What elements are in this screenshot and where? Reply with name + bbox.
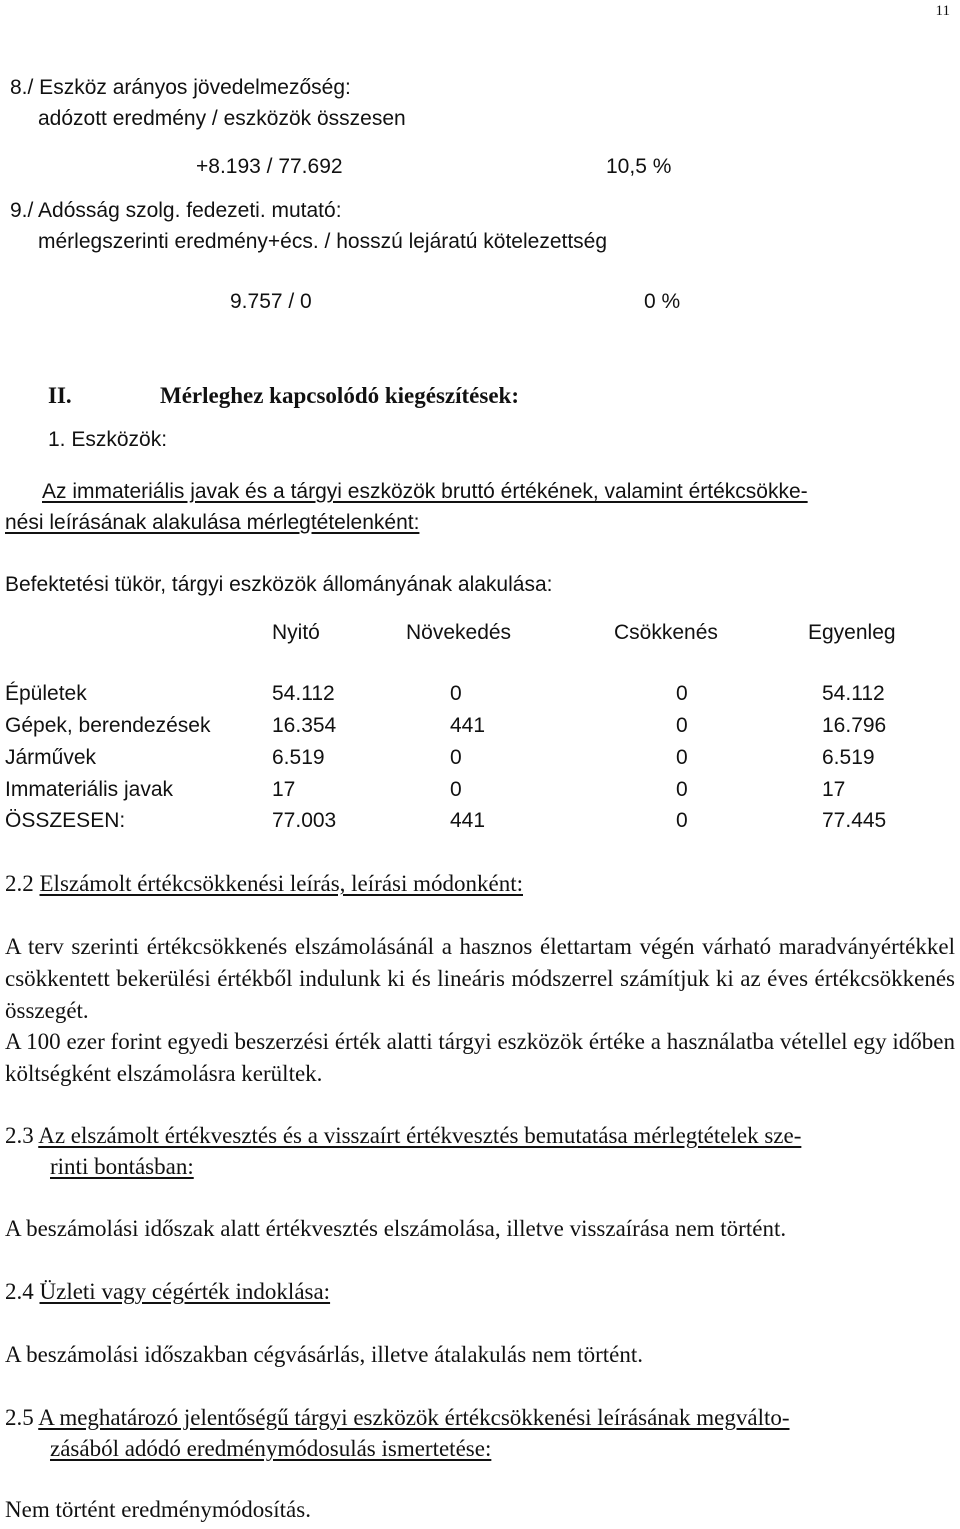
balance-value: 54.112 [822, 682, 885, 705]
intro-line-2: nési leírásának alakulása mérlegtételenként: [5, 511, 420, 534]
ratio-9-result: 0 % [644, 290, 681, 313]
page-number: 11 [935, 3, 950, 19]
ratio-8-title: 8./ Eszköz arányos jövedelmezőség: [10, 76, 351, 99]
section-2-4-text: A beszámolási időszakban cégvásárlás, illetve átalakulás nem történt. [5, 1342, 644, 1367]
section-2-3-text: A beszámolási időszak alatt értékvesztés elszámolása, illetve visszaírása nem történt. [5, 1216, 787, 1241]
mirror-title: Befektetési tükör, tárgyi eszközök állományának alakulása: [5, 573, 553, 596]
increase-value: 0 [450, 746, 462, 769]
ratio-9-formula: mérlegszerinti eredmény+écs. / hosszú lejáratú kötelezettség [38, 230, 608, 253]
increase-value: 0 [450, 778, 462, 801]
opening-value: 77.003 [272, 809, 337, 832]
increase-value: 0 [450, 682, 462, 705]
decrease-value: 0 [676, 746, 688, 769]
ratio-8-values: +8.193 / 77.692 [196, 155, 343, 178]
paragraph-low-value-assets: A 100 ezer forint egyedi beszerzési érték alatti tárgyi eszközök értéke a használatba vétellel egy időben költségként elszámolásra kerültek. [5, 1029, 955, 1086]
intro-line-1: Az immateriális javak és a tárgyi eszközök bruttó értékének, valamint értékcsökke- [42, 480, 808, 503]
section-title: Üzleti vagy cégérték indoklása: [39, 1279, 331, 1304]
section-2-3-heading [5, 1123, 801, 1149]
row-label: Immateriális javak [5, 778, 174, 801]
section-title: Elszámolt értékcsökkenési leírás, leírási módonként: [39, 871, 523, 896]
opening-value: 16.354 [272, 714, 337, 737]
column-header-balance: Egyenleg [808, 621, 896, 644]
section-2-4-heading [5, 1279, 330, 1305]
ratio-8-result: 10,5 % [606, 155, 672, 178]
row-label: Járművek [5, 746, 97, 769]
decrease-value: 0 [676, 809, 688, 832]
section-number: 2.3 [5, 1123, 34, 1148]
balance-value: 77.445 [822, 809, 887, 832]
section-2-2-heading [5, 871, 523, 897]
row-label: ÖSSZESEN: [5, 809, 126, 832]
column-header-opening: Nyitó [272, 621, 320, 644]
increase-value: 441 [450, 809, 486, 832]
section-title: Mérleghez kapcsolódó kiegészítések: [160, 383, 519, 408]
paragraph-depreciation-method: A terv szerinti értékcsökkenés elszámolásánál a hasznos élettartam végén várható maradványértékkel csökkentett bekerülési értékből indulunk ki és lineáris módszerrel számítjuk ki az éves értékcsökkenés összegét. [5, 934, 955, 1023]
opening-value: 17 [272, 778, 296, 801]
increase-value: 441 [450, 714, 486, 737]
section-number: 2.5 [5, 1405, 34, 1430]
section-number: 2.2 [5, 871, 34, 896]
row-label: Épületek [5, 682, 87, 705]
opening-value: 6.519 [272, 746, 325, 769]
column-header-increase: Növekedés [406, 621, 512, 644]
ratio-9-values: 9.757 / 0 [230, 290, 312, 313]
section-title-line-1: A meghatározó jelentőségű tárgyi eszközök értékcsökkenési leírásának megválto- [38, 1405, 790, 1430]
decrease-value: 0 [676, 714, 688, 737]
ratio-8-formula: adózott eredmény / eszközök összesen [38, 107, 406, 130]
column-header-decrease: Csökkenés [614, 621, 718, 644]
section-2-5-heading [5, 1405, 790, 1431]
balance-value: 16.796 [822, 714, 887, 737]
section-title-line-2: rinti bontásban: [50, 1154, 194, 1179]
ratio-9-title: 9./ Adósság szolg. fedezeti. mutató: [10, 199, 342, 222]
decrease-value: 0 [676, 682, 688, 705]
section-number: 2.4 [5, 1279, 34, 1304]
opening-value: 54.112 [272, 682, 335, 705]
section-title-line-2: zásából adódó eredménymódosulás ismertetése: [50, 1436, 492, 1461]
balance-value: 6.519 [822, 746, 875, 769]
section-2-5-text: Nem történt eredménymódosítás. [5, 1497, 311, 1522]
section-numeral: II. [48, 383, 72, 408]
section-title-line-1: Az elszámolt értékvesztés és a visszaírt értékvesztés bemutatása mérlegtételek sze- [38, 1123, 802, 1148]
row-label: Gépek, berendezések [5, 714, 211, 737]
decrease-value: 0 [676, 778, 688, 801]
balance-value: 17 [822, 778, 846, 801]
subsection-label: 1. Eszközök: [48, 428, 168, 451]
